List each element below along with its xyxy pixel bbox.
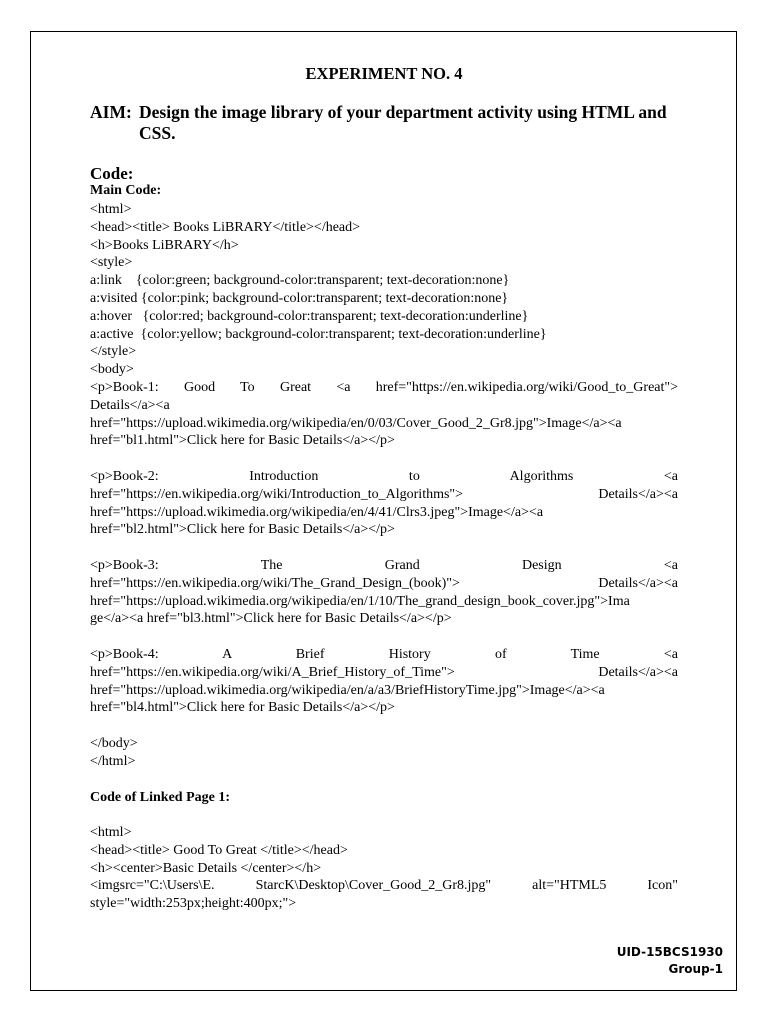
code-line: <head><title> Good To Great </title></head> — [90, 842, 348, 858]
code-line: <p>Book-2: Introduction to Algorithms <a — [90, 468, 678, 484]
code-line: <p>Book-4: A Brief History of Time <a — [90, 646, 678, 662]
blank-line — [90, 539, 678, 557]
code-line: <h>Books LiBRARY</h> — [90, 237, 239, 253]
code-line: style="width:253px;height:400px;"> — [90, 896, 297, 912]
code-line: <h><center>Basic Details </center></h> — [90, 860, 322, 876]
footer — [617, 944, 723, 978]
blank-line — [90, 628, 678, 646]
code-line: href="https://upload.wikimedia.org/wikipedia/en/1/10/The_grand_design_book_cover.jpg">Ima — [90, 593, 630, 609]
code-line: href="https://en.wikipedia.org/wiki/Introduction_to_Algorithms"> Details</a><a — [90, 486, 678, 502]
code-line: <head><title> Books LiBRARY</title></head> — [90, 219, 361, 235]
code-line: <body> — [90, 362, 134, 378]
aim-text: Design the image library of your department activity using HTML and CSS. — [139, 102, 667, 143]
uid-label: UID-15BCS1930 — [616, 945, 723, 959]
code-line: a:link {color:green; background-color:transparent; text-decoration:none} — [90, 273, 510, 289]
code-line: </style> — [90, 344, 137, 360]
code-line: </html> — [90, 753, 136, 769]
main-code-heading: Main Code: — [90, 183, 162, 198]
aim-label: AIM: — [90, 102, 132, 122]
code-line: href="https://en.wikipedia.org/wiki/A_Brief_History_of_Time"> Details</a><a — [90, 664, 678, 680]
code-line: a:active {color:yellow; background-color:transparent; text-decoration:underline} — [90, 326, 547, 342]
code-line: <html> — [90, 825, 132, 840]
linked-page-heading: Code of Linked Page 1: — [90, 790, 230, 805]
code-line: a:hover {color:red; background-color:transparent; text-decoration:underline} — [90, 308, 529, 324]
code-line: ge</a><a href="bl3.html">Click here for Basic Details</a></p> — [90, 611, 452, 627]
code-line: Details</a><a — [90, 397, 170, 413]
code-line: href="https://upload.wikimedia.org/wikipedia/en/0/03/Cover_Good_2_Gr8.jpg">Image</a><a — [90, 415, 622, 431]
experiment-title: EXPERIMENT NO. 4 — [305, 64, 463, 83]
linked-code-block — [90, 824, 678, 913]
code-line: </body> — [90, 735, 138, 751]
blank-line — [90, 450, 678, 468]
group-label: Group-1 — [668, 962, 723, 976]
code-heading: Code: — [90, 164, 134, 183]
aim-statement — [90, 102, 690, 144]
code-line: <p>Book-1: Good To Great <a href="https://en.wikipedia.org/wiki/Good_to_Great"> — [90, 379, 678, 395]
code-line: <style> — [90, 255, 133, 271]
code-line: a:visited {color:pink; background-color:transparent; text-decoration:none} — [90, 290, 509, 306]
main-code-block — [90, 201, 678, 771]
code-line: <p>Book-3: The Grand Design <a — [90, 557, 678, 573]
code-line: href="https://en.wikipedia.org/wiki/The_Grand_Design_(book)"> Details</a><a — [90, 575, 678, 591]
code-line: href="bl1.html">Click here for Basic Details</a></p> — [90, 433, 395, 449]
code-line: href="https://upload.wikimedia.org/wikipedia/en/a/a3/BriefHistoryTime.jpg">Image</a><a — [90, 682, 605, 698]
code-line: <html> — [90, 202, 132, 217]
code-line: href="bl4.html">Click here for Basic Details</a></p> — [90, 700, 395, 716]
blank-line — [90, 717, 678, 735]
code-line: href="https://upload.wikimedia.org/wikipedia/en/4/41/Clrs3.jpeg">Image</a><a — [90, 504, 544, 520]
code-line: <imgsrc="C:\Users\E. StarcK\Desktop\Cover_Good_2_Gr8.jpg" alt="HTML5 Icon" — [90, 878, 678, 894]
code-line: href="bl2.html">Click here for Basic Details</a></p> — [90, 522, 395, 538]
